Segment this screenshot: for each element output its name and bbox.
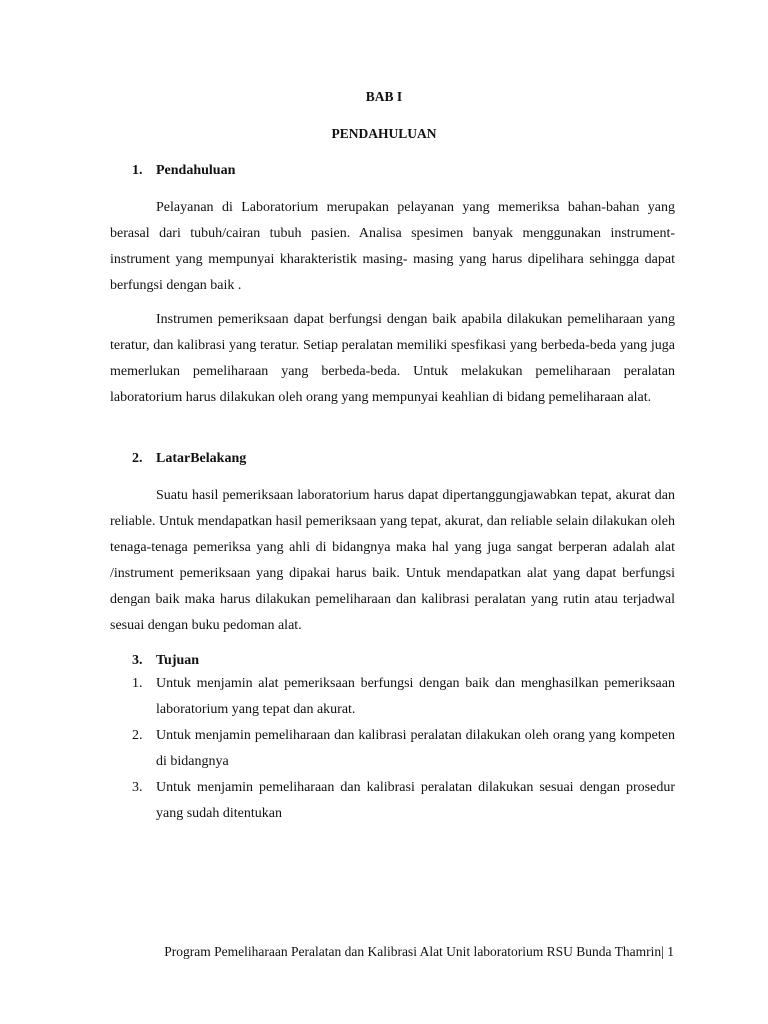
- list-item-number: 2.: [132, 728, 143, 743]
- list-item-text: Untuk menjamin pemeliharaan dan kalibrasi peralatan dilakukan sesuai dengan prosedur yang sudah ditentukan: [156, 780, 675, 821]
- paragraph: Suatu hasil pemeriksaan laboratorium harus dapat dipertanggungjawabkan tepat, akurat dan reliable. Untuk mendapatkan hasil pemeriksaan yang tepat, akurat, dan reliable selain dilakukan oleh tenaga-tenaga pemeriksa yang ahli di bidangnya maka hal yang juga sangat berperan adalah alat /instrument pemeriksaan yang dipakai harus baik. Untuk mendapatkan alat yang dapat berfungsi dengan baik maka harus dilakukan pemeliharaan dan kalibrasi peralatan yang rutin atau terjadwal sesuai dengan buku pedoman alat.: [110, 488, 675, 633]
- section-number: 2.: [132, 451, 143, 466]
- list-item: [110, 775, 675, 827]
- paragraph: Pelayanan di Laboratorium merupakan pelayanan yang memeriksa bahan-bahan yang berasal dari tubuh/cairan tubuh pasien. Analisa spesimen banyak menggunakan instrument-instrument yang mempunyai kharakteristik masing- masing yang harus dipelihara sehingga dapat berfungsi dengan baik .: [110, 200, 675, 293]
- section-number: 3.: [132, 653, 143, 668]
- list-item-number: 3.: [132, 780, 143, 795]
- section-heading-pendahuluan: [132, 163, 235, 179]
- section-heading-latarbelakang: [132, 451, 246, 467]
- list-item-number: 1.: [132, 676, 143, 691]
- list-item: [110, 671, 675, 723]
- list-item-text: Untuk menjamin alat pemeriksaan berfungsi dengan baik dan menghasilkan pemeriksaan laboratorium yang tepat dan akurat.: [156, 676, 675, 717]
- paragraph: Instrumen pemeriksaan dapat berfungsi dengan baik apabila dilakukan pemeliharaan yang teratur, dan kalibrasi yang teratur. Setiap peralatan memiliki spesfikasi yang berbeda-beda yang juga memerlukan pemeliharaan yang berbeda-beda. Untuk melakukan pemeliharaan peralatan laboratorium harus dilakukan oleh orang yang mempunyai keahlian di bidang pemeliharaan alat.: [110, 312, 675, 405]
- list-item: [110, 723, 675, 775]
- objectives-list: [110, 671, 675, 827]
- section-number: 1.: [132, 163, 143, 178]
- section-heading-tujuan: [132, 653, 199, 669]
- list-item-text: Untuk menjamin pemeliharaan dan kalibrasi peralatan dilakukan oleh orang yang kompeten di bidangnya: [156, 728, 675, 769]
- section-title: Pendahuluan: [156, 163, 236, 178]
- section-title: Tujuan: [156, 653, 200, 668]
- chapter-title: PENDAHULUAN: [331, 126, 437, 141]
- page-footer: Program Pemeliharaan Peralatan dan Kalibrasi Alat Unit laboratorium RSU Bunda Thamrin| 1: [164, 944, 674, 959]
- section-title: LatarBelakang: [156, 451, 247, 466]
- chapter-number: BAB I: [365, 89, 403, 104]
